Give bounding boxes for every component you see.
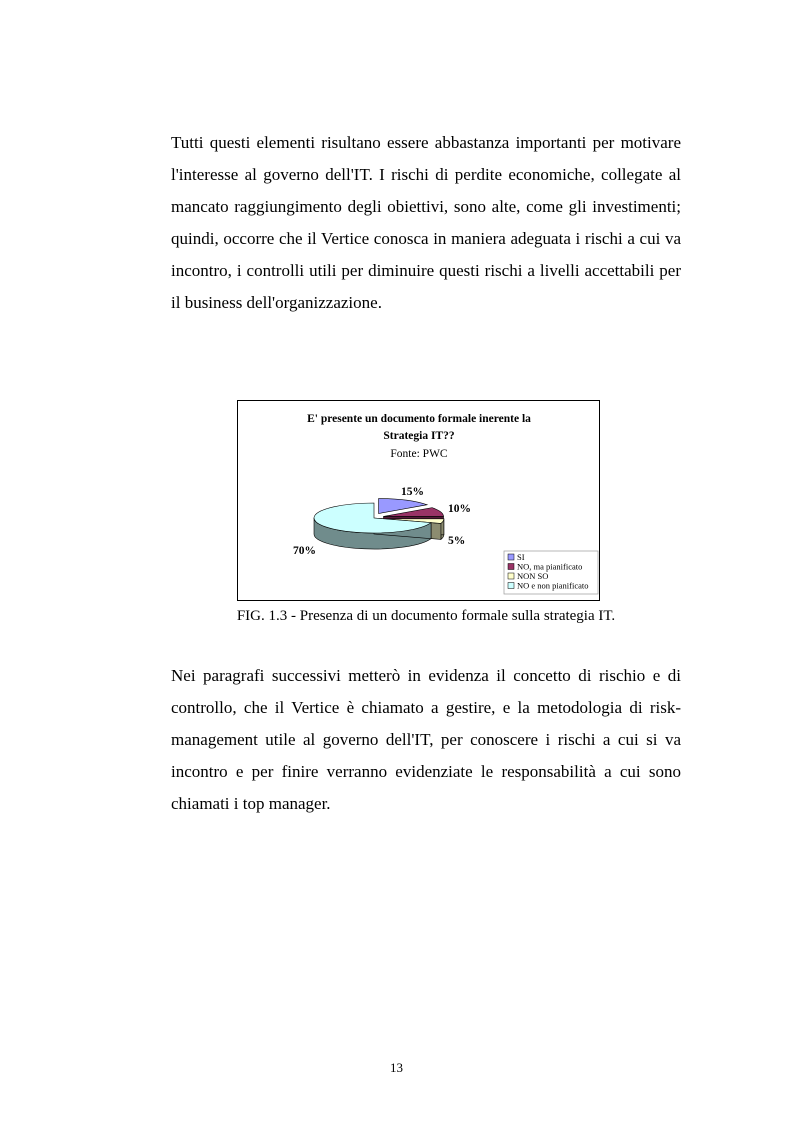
pie-slices [314,499,444,549]
chart-title-line-1: E' presente un documento formale inerente la [307,413,531,425]
legend-label-1: SI [517,552,525,562]
pie-chart [237,400,600,601]
legend-swatch-4 [508,583,514,589]
chart-legend [504,551,598,594]
legend-swatch-3 [508,573,514,579]
pie-chart-svg [238,401,601,602]
legend-label-4: NO e non pianificato [517,580,589,591]
slice-label-4: 70% [293,545,316,557]
slice-label-2: 10% [448,503,471,515]
legend-label-3: NON SO [517,571,549,581]
legend-label-2: NO, ma pianificato [517,561,583,572]
chart-title-line-2: Strategia IT?? [383,430,455,442]
body-paragraph-1: Tutti questi elementi risultano essere abbastanza importanti per motivare l'interesse al governo dell'IT. I rischi di perdite economiche, collegate al mancato raggiungimento degli obiettivi, sono alte, come gli investimenti; quindi, occorre che il Vertice conosca in maniera adeguata i rischi a cui va incontro, i controlli utili per diminuire questi rischi a livelli accettabili per il business dell'organizzazione. [171,133,681,312]
page-number: 13 [390,1060,403,1075]
chart-subtitle: Fonte: PWC [390,448,448,460]
slice-label-1: 15% [401,486,424,498]
legend-swatch-1 [508,554,514,560]
body-paragraph-2: Nei paragrafi successivi metterò in evidenza il concetto di rischio e di controllo, che il Vertice è chiamato a gestire, e la metodologia di risk-management utile al governo dell'IT, per conoscere i rischi a cui si va incontro e per finire verranno evidenziate le responsabilità a cui sono chiamati i top manager. [171,666,681,813]
slice-label-3: 5% [448,535,466,547]
figure-caption: FIG. 1.3 - Presenza di un documento formale sulla strategia IT. [236,608,616,624]
legend-swatch-2 [508,564,514,570]
